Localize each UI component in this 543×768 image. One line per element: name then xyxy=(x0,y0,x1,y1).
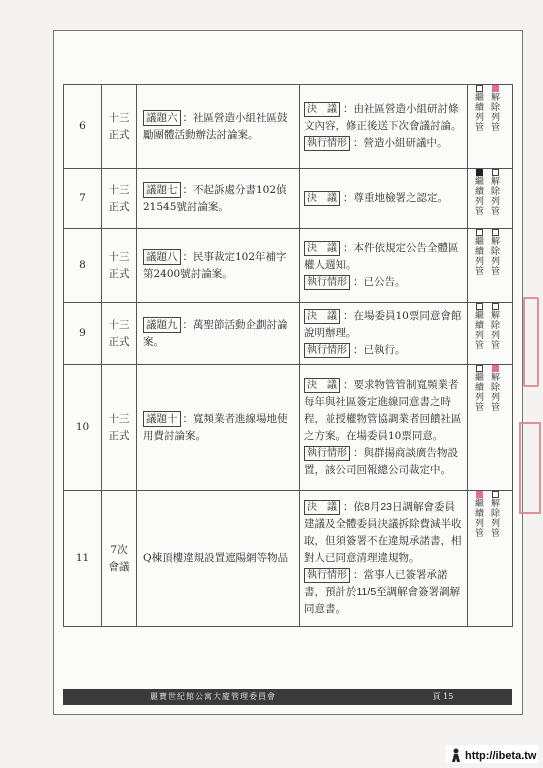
resolution-block xyxy=(304,377,463,445)
status-cell xyxy=(468,491,513,627)
status-char: 除 xyxy=(491,509,501,519)
status-char: 解 xyxy=(491,499,501,509)
execution-text: ：當事人已簽署承諾書，預計於11/5至調解會簽署調解同意書。 xyxy=(304,569,461,615)
resolution-text: ：由社區營造小組研討條文內容，修正後送下次會議討論。 xyxy=(304,103,462,132)
resolution-text: ：要求物管管制寬頻業者每年與社區簽定進線同意書之時程，並授權物管協調業者回饋社區之方案。在場委員10票同意。 xyxy=(304,378,462,442)
execution-block xyxy=(304,567,463,618)
status-checkbox xyxy=(476,303,483,310)
committee-seal-stamp xyxy=(523,297,539,387)
resolution-label: 決 議 xyxy=(304,102,340,117)
session-cell xyxy=(102,169,137,229)
status-char: 列 xyxy=(475,113,485,123)
resolution-cell xyxy=(300,491,468,627)
status-char: 管 xyxy=(475,403,485,413)
topic-cell xyxy=(137,491,300,627)
status-char: 列 xyxy=(475,519,485,529)
session-line: 十三 xyxy=(108,412,130,425)
session-line: 十三 xyxy=(108,318,130,331)
status-char: 繼 xyxy=(475,373,485,383)
resolution-text: ：在場委員10票同意會館說明辦理。 xyxy=(304,310,462,339)
table-row xyxy=(64,303,513,365)
status-char: 解 xyxy=(491,373,501,383)
status-char: 續 xyxy=(475,321,485,331)
session-cell xyxy=(102,491,137,627)
table-row xyxy=(64,491,513,627)
footer-bar xyxy=(63,689,512,705)
status-char: 繼 xyxy=(475,499,485,509)
status-char: 管 xyxy=(475,529,485,539)
status-cell xyxy=(468,169,513,229)
status-char: 管 xyxy=(475,123,485,133)
minutes-table xyxy=(63,84,513,627)
resolution-cell xyxy=(300,303,468,365)
resolution-block xyxy=(304,499,463,567)
status-checkbox xyxy=(476,85,483,92)
status-char: 管 xyxy=(475,341,485,351)
topic-label: 議題六 xyxy=(143,110,181,126)
topic-text: ：民事裁定102年補字第2400號討論案。 xyxy=(143,250,287,280)
topic-text: ：寬頻業者進線場地使用費討論案。 xyxy=(143,412,288,442)
execution-text: ：已執行。 xyxy=(353,344,406,356)
execution-label: 執行情形 xyxy=(304,275,350,290)
status-char: 列 xyxy=(491,393,501,403)
item-number: 9 xyxy=(64,303,102,365)
status-char: 管 xyxy=(491,529,501,539)
item-number: 6 xyxy=(64,85,102,169)
status-cell xyxy=(468,303,513,365)
session-line: 正式 xyxy=(108,128,130,141)
execution-block xyxy=(304,135,463,152)
session-cell xyxy=(102,365,137,491)
item-number: 7 xyxy=(64,169,102,229)
status-char: 列 xyxy=(475,197,485,207)
table-row xyxy=(64,85,513,169)
status-cell xyxy=(468,365,513,491)
status-char: 解 xyxy=(491,311,501,321)
status-option-cancel xyxy=(491,229,500,277)
status-checkbox xyxy=(492,491,499,498)
topic-label: 議題七 xyxy=(143,182,181,198)
session-line: 會議 xyxy=(108,560,130,573)
status-char: 解 xyxy=(491,177,501,187)
resolution-block xyxy=(304,308,463,342)
status-option-cancel xyxy=(491,365,500,413)
resolution-label: 決 議 xyxy=(304,309,340,324)
topic-text: ：不起訴處分書102偵21545號討論案。 xyxy=(143,183,287,213)
status-checkbox xyxy=(476,491,483,498)
execution-label: 執行情形 xyxy=(304,136,350,151)
resolution-block xyxy=(304,190,463,207)
item-number: 10 xyxy=(64,365,102,491)
status-char: 除 xyxy=(491,383,501,393)
status-checkbox xyxy=(476,169,483,176)
status-char: 管 xyxy=(475,267,485,277)
topic-label: 議題九 xyxy=(143,317,181,333)
resolution-label: 決 議 xyxy=(304,241,340,256)
topic-cell xyxy=(137,169,300,229)
topic-text: ：萬聖節活動企劃討論案。 xyxy=(143,318,288,348)
status-option-continue xyxy=(475,365,484,413)
status-char: 管 xyxy=(491,267,501,277)
table-row xyxy=(64,365,513,491)
status-char: 繼 xyxy=(475,311,485,321)
execution-label: 執行情形 xyxy=(304,343,350,358)
session-line: 7次 xyxy=(110,543,128,556)
status-char: 繼 xyxy=(475,93,485,103)
resolution-label: 決 議 xyxy=(304,500,340,515)
management-seal-stamp xyxy=(519,422,541,514)
status-char: 除 xyxy=(491,247,501,257)
topic-cell xyxy=(137,229,300,303)
status-char: 列 xyxy=(491,519,501,529)
status-char: 管 xyxy=(491,123,501,133)
status-checkbox xyxy=(492,229,499,236)
execution-block xyxy=(304,342,463,359)
status-char: 續 xyxy=(475,383,485,393)
status-cell xyxy=(468,229,513,303)
topic-cell xyxy=(137,303,300,365)
status-char: 列 xyxy=(475,257,485,267)
status-option-cancel xyxy=(491,169,500,217)
execution-text: ：營造小組研議中。 xyxy=(353,137,448,149)
resolution-text: ：本件依規定公告全體區權人週知。 xyxy=(304,242,459,271)
watermark-url: http://ibeta.tw xyxy=(465,750,537,762)
resolution-cell xyxy=(300,169,468,229)
status-checkbox xyxy=(492,169,499,176)
topic-cell xyxy=(137,365,300,491)
session-cell xyxy=(102,229,137,303)
topic-label: 議題八 xyxy=(143,249,181,265)
status-char: 列 xyxy=(491,113,501,123)
table-row xyxy=(64,169,513,229)
topic-cell xyxy=(137,85,300,169)
table-row xyxy=(64,229,513,303)
status-char: 列 xyxy=(491,197,501,207)
status-char: 繼 xyxy=(475,177,485,187)
topic-text: ：社區營造小組社區鼓勵團體活動辦法討論案。 xyxy=(143,111,288,141)
status-char: 除 xyxy=(491,321,501,331)
session-line: 十三 xyxy=(108,250,130,263)
status-char: 列 xyxy=(491,331,501,341)
status-option-cancel xyxy=(491,491,500,539)
item-number: 11 xyxy=(64,491,102,627)
status-option-continue xyxy=(475,85,484,133)
item-number: 8 xyxy=(64,229,102,303)
topic-label: 議題十 xyxy=(143,411,181,427)
status-char: 續 xyxy=(475,187,485,197)
status-char: 解 xyxy=(491,237,501,247)
session-line: 正式 xyxy=(108,335,130,348)
session-cell xyxy=(102,85,137,169)
session-line: 十三 xyxy=(108,111,130,124)
status-char: 除 xyxy=(491,103,501,113)
resolution-text: ：尊重地檢署之認定。 xyxy=(343,192,448,204)
session-line: 十三 xyxy=(108,183,130,196)
status-option-cancel xyxy=(491,85,500,133)
status-char: 列 xyxy=(475,393,485,403)
status-checkbox xyxy=(492,365,499,372)
status-char: 列 xyxy=(475,331,485,341)
status-char: 續 xyxy=(475,103,485,113)
resolution-cell xyxy=(300,85,468,169)
execution-block xyxy=(304,445,463,479)
resolution-block xyxy=(304,240,463,274)
status-checkbox xyxy=(492,303,499,310)
resolution-text: ：依8月23日調解會委員建議及全體委員決議拆除費減半收取，但須簽署不在違規承諾書，相對人已同意清理違規物。 xyxy=(304,501,462,564)
resolution-block xyxy=(304,101,463,135)
status-char: 解 xyxy=(491,93,501,103)
resolution-label: 決 議 xyxy=(304,378,340,393)
status-option-continue xyxy=(475,491,484,539)
execution-text: ：與群揚商談廣告物設置，該公司回報總公司裁定中。 xyxy=(304,446,458,476)
status-char: 管 xyxy=(475,207,485,217)
status-char: 管 xyxy=(491,403,501,413)
status-checkbox xyxy=(492,85,499,92)
session-line: 正式 xyxy=(108,429,130,442)
status-cell xyxy=(468,85,513,169)
session-cell xyxy=(102,303,137,365)
session-line: 正式 xyxy=(108,267,130,280)
execution-label: 執行情形 xyxy=(304,568,350,583)
status-char: 管 xyxy=(491,207,501,217)
status-char: 除 xyxy=(491,187,501,197)
execution-block xyxy=(304,274,463,291)
resolution-cell xyxy=(300,365,468,491)
status-char: 續 xyxy=(475,247,485,257)
session-line: 正式 xyxy=(108,200,130,213)
person-logo-icon xyxy=(450,748,462,762)
page-number: 頁 15 xyxy=(432,692,454,701)
site-watermark xyxy=(446,745,538,763)
status-checkbox xyxy=(476,229,483,236)
status-option-continue xyxy=(475,169,484,217)
execution-text: ：已公告。 xyxy=(353,276,406,288)
status-char: 續 xyxy=(475,509,485,519)
status-char: 列 xyxy=(491,257,501,267)
footer-title: 麗寶世紀館公寓大廈管理委員會 xyxy=(150,692,276,701)
status-char: 管 xyxy=(491,341,501,351)
status-option-cancel xyxy=(491,303,500,351)
status-option-continue xyxy=(475,303,484,351)
status-checkbox xyxy=(476,365,483,372)
status-option-continue xyxy=(475,229,484,277)
execution-label: 執行情形 xyxy=(304,446,350,461)
resolution-cell xyxy=(300,229,468,303)
status-char: 繼 xyxy=(475,237,485,247)
topic-text: Q棟頂樓違規設置遮陽網等物品 xyxy=(143,552,289,564)
resolution-label: 決 議 xyxy=(304,191,340,206)
